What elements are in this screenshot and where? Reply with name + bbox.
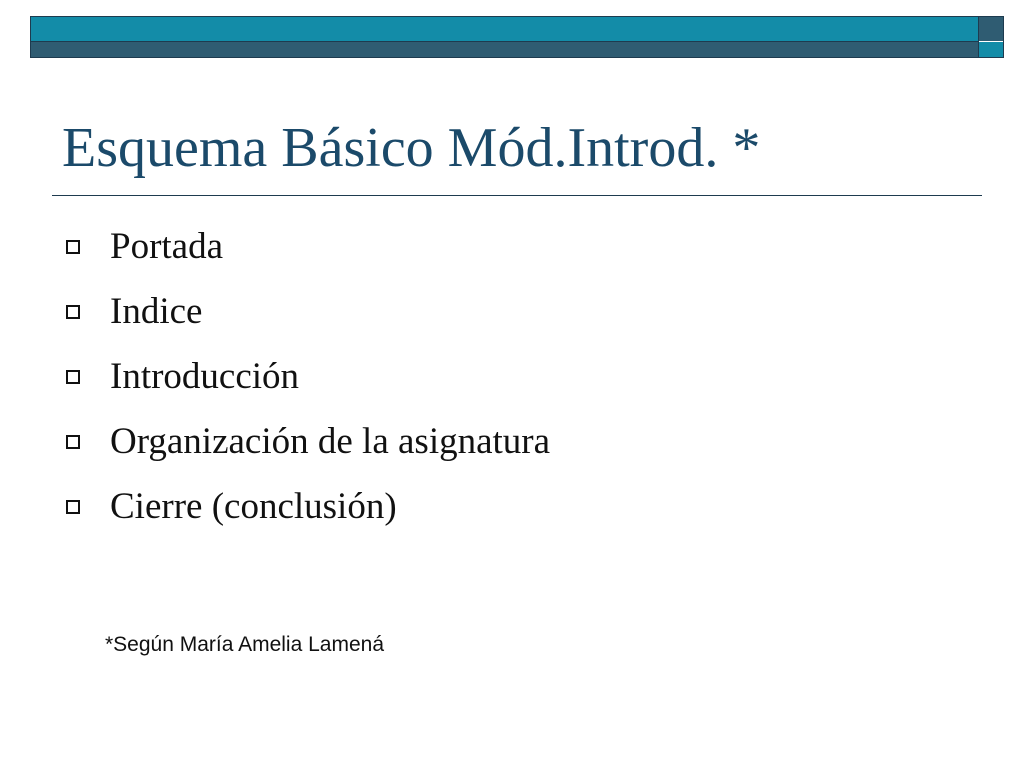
hollow-square-bullet-icon xyxy=(66,435,80,449)
hollow-square-bullet-icon xyxy=(66,305,80,319)
hollow-square-bullet-icon xyxy=(66,240,80,254)
bullet-item xyxy=(62,409,550,474)
bullet-item xyxy=(62,474,550,539)
header-band-light-stripe xyxy=(31,17,979,41)
header-band-dark-stripe xyxy=(31,42,979,57)
footnote: *Según María Amelia Lamená xyxy=(105,633,384,656)
bullet-text: Introducción xyxy=(110,355,300,397)
bullet-text: Cierre (conclusión) xyxy=(110,485,397,527)
header-band xyxy=(30,16,1004,58)
bullet-list xyxy=(62,214,550,539)
hollow-square-bullet-icon xyxy=(66,500,80,514)
bullet-text: Indice xyxy=(110,290,203,332)
header-band-corner-square-dark xyxy=(979,17,1003,41)
bullet-text: Portada xyxy=(110,225,224,267)
bullet-item xyxy=(62,214,550,279)
title-underline xyxy=(52,195,982,196)
slide-title: Esquema Básico Mód.Introd. * xyxy=(62,117,761,179)
bullet-item xyxy=(62,279,550,344)
bullet-item xyxy=(62,344,550,409)
bullet-text: Organización de la asignatura xyxy=(110,420,551,462)
header-band-corner-square-light xyxy=(979,42,1003,57)
hollow-square-bullet-icon xyxy=(66,370,80,384)
